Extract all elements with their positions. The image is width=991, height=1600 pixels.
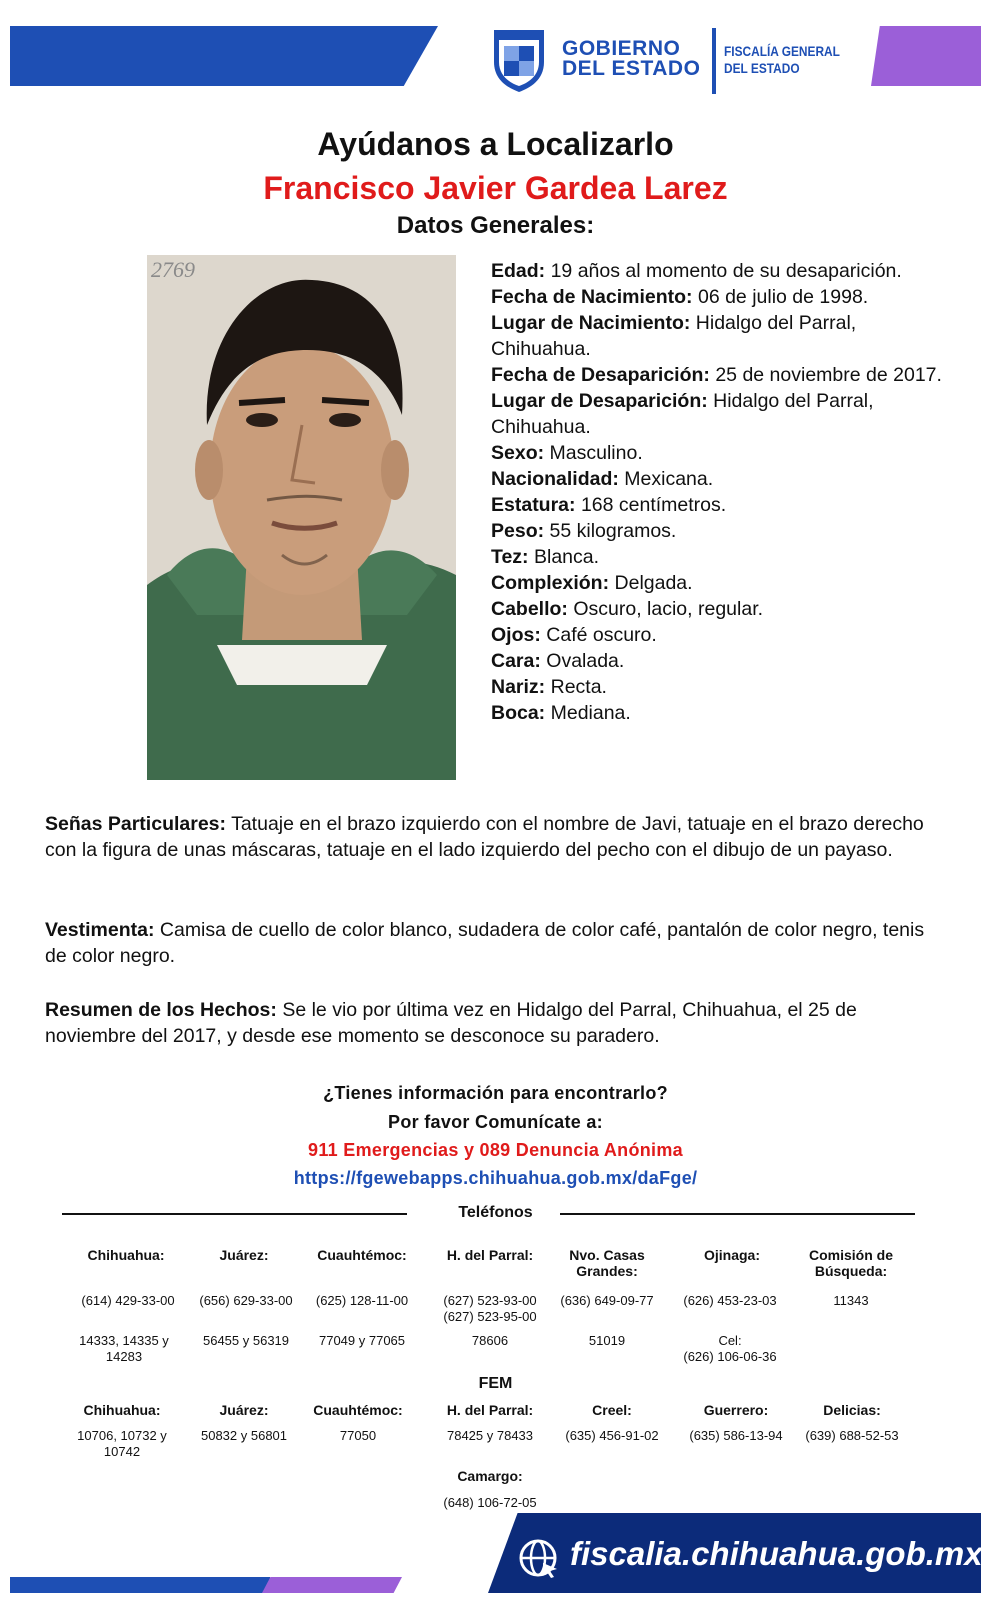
phone-header: Cuauhtémoc: [317, 1247, 407, 1263]
fem-header: Delicias: [823, 1402, 881, 1418]
gobierno-logo [562, 39, 700, 79]
clothing: Vestimenta: Camisa de cuello de color blanco, sudadera de color café, pantalón de color negro, tenis de color negro. [45, 919, 925, 967]
phone-extension: 51019 [588, 1333, 626, 1348]
info-item: Fecha de Nacimiento: 06 de julio de 1998. [491, 286, 869, 308]
fem-number: (639) 688-52-53 [805, 1428, 899, 1443]
emergency-numbers: 911 Emergencias y 089 Denuncia Anónima [308, 1140, 683, 1160]
report-link[interactable]: https://fgewebapps.chihuahua.gob.mx/daFge/ [293, 1168, 698, 1188]
fem-header: H. del Parral: [446, 1402, 534, 1418]
phone-number: (627) 523-93-00 (627) 523-95-00 [443, 1293, 537, 1324]
info-item: Edad: 19 años al momento de su desaparición. [491, 260, 902, 282]
phones-title: Teléfonos [458, 1204, 533, 1221]
header-blue-band [10, 26, 438, 86]
phone-header: Nvo. Casas Grandes: [569, 1247, 645, 1279]
headline: Ayúdanos a Localizarlo [317, 126, 674, 162]
fem-header: Cuauhtémoc: [313, 1402, 403, 1418]
fem-header: Creel: [592, 1402, 632, 1418]
photo-number: 2769 [151, 257, 195, 282]
section-title: Datos Generales: [396, 212, 595, 239]
footer-purple-band [262, 1577, 402, 1593]
gov-line1: GOBIERNO [562, 37, 681, 60]
person-name: Francisco Javier Gardea Larez [263, 170, 728, 206]
phone-number: (625) 128-11-00 [315, 1293, 409, 1308]
fem-header: Camargo: [457, 1468, 523, 1484]
phone-number: (656) 629-33-00 [199, 1293, 293, 1308]
info-item: Cara: Ovalada. [491, 650, 625, 672]
info-item: Tez: Blanca. [491, 546, 600, 568]
info-item: Lugar de Desaparición: Hidalgo del Parral, Chihuahua. [491, 390, 874, 438]
fem-number: 77050 [339, 1428, 377, 1443]
info-item: Estatura: 168 centímetros. [491, 494, 727, 516]
info-item: Ojos: Café oscuro. [491, 624, 657, 646]
fem-number: 50832 y 56801 [200, 1428, 288, 1443]
fge-line1: FISCALÍA GENERAL [724, 43, 840, 59]
phone-header: Comisión de Búsqueda: [808, 1247, 893, 1279]
info-item: Boca: Mediana. [491, 702, 631, 724]
fem-number: (648) 106-72-05 [443, 1495, 537, 1510]
fem-number: 10706, 10732 y 10742 [77, 1428, 167, 1459]
phone-header: H. del Parral: [446, 1247, 534, 1263]
gov-line2: DEL ESTADO [562, 57, 701, 80]
footer-blue-band [10, 1577, 270, 1593]
fem-number: (635) 456-91-02 [565, 1428, 659, 1443]
fem-header: Juárez: [219, 1402, 269, 1418]
phone-header: Chihuahua: [87, 1247, 165, 1263]
header-purple-band [871, 26, 981, 86]
fem-number: (635) 586-13-94 [689, 1428, 783, 1443]
fem-header: Guerrero: [703, 1402, 769, 1418]
fem-header: Chihuahua: [83, 1402, 161, 1418]
facts-summary: Resumen de los Hechos: Se le vio por última vez en Hidalgo del Parral, Chihuahua, el 25 de noviembre del 2017, y desde ese momento se desconoce su paradero. [45, 999, 857, 1047]
info-item: Sexo: Masculino. [491, 442, 643, 464]
phone-number: (636) 649-09-77 [560, 1293, 654, 1308]
phone-header: Ojinaga: [703, 1247, 760, 1263]
state-seal-icon [490, 26, 548, 94]
phone-extension: Cel: (626) 106-06-36 [683, 1333, 777, 1364]
footer-site-url[interactable]: fiscalia.chihuahua.gob.mx [570, 1535, 983, 1572]
phone-extension: 14333, 14335 y 14283 [79, 1333, 169, 1364]
phone-number: (614) 429-33-00 [81, 1293, 175, 1308]
phone-extension: 78606 [471, 1333, 509, 1348]
general-data-list [491, 258, 951, 726]
contact-ask: Por favor Comunícate a: [388, 1112, 603, 1132]
info-item: Nariz: Recta. [491, 676, 607, 698]
phone-extension: 77049 y 77065 [318, 1333, 406, 1348]
logo-divider [712, 28, 716, 94]
distinguishing-marks: Señas Particulares: Tatuaje en el brazo izquierdo con el nombre de Javi, tatuaje en el brazo derecho con la figura de unas máscaras, tatuaje en el lado izquierdo del pecho con el dibujo de un payaso. [45, 813, 924, 861]
info-item: Peso: 55 kilogramos. [491, 520, 677, 542]
missing-person-photo [147, 255, 456, 780]
phone-number: 11343 [833, 1293, 869, 1308]
fem-number: 78425 y 78433 [446, 1428, 534, 1443]
info-item: Nacionalidad: Mexicana. [491, 468, 714, 490]
phone-number: (626) 453-23-03 [683, 1293, 777, 1308]
fge-logo [724, 43, 840, 77]
info-item: Complexión: Delgada. [491, 572, 693, 594]
phone-extension: 56455 y 56319 [202, 1333, 290, 1348]
info-item: Cabello: Oscuro, lacio, regular. [491, 598, 764, 620]
info-question: ¿Tienes información para encontrarlo? [323, 1083, 668, 1103]
fge-line2: DEL ESTADO [724, 60, 800, 76]
fem-title: FEM [478, 1375, 513, 1392]
info-item: Fecha de Desaparición: 25 de noviembre de 2017. [491, 364, 942, 386]
globe-icon [517, 1537, 559, 1579]
info-item: Lugar de Nacimiento: Hidalgo del Parral, Chihuahua. [491, 312, 857, 360]
phone-header: Juárez: [219, 1247, 269, 1263]
